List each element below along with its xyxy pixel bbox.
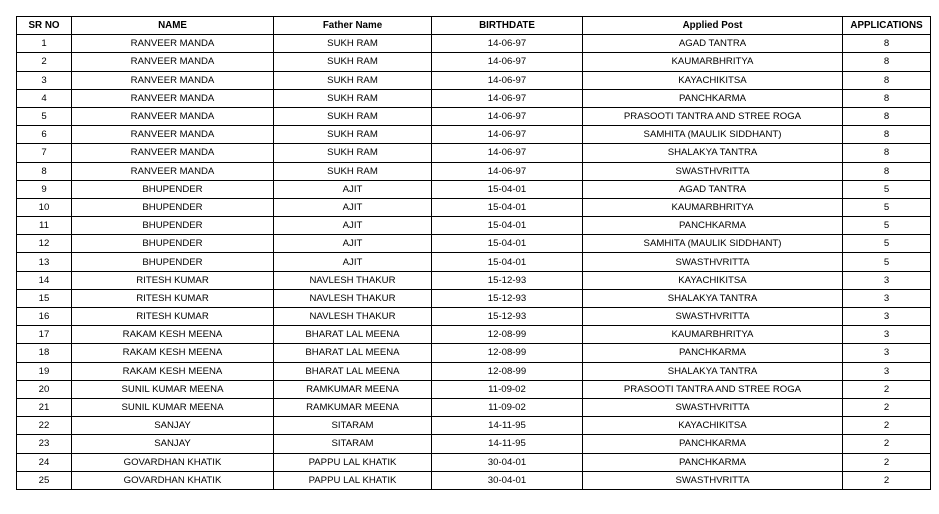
cell-father-name: BHARAT LAL MEENA [274,362,432,380]
cell-applied-post: SHALAKYA TANTRA [583,144,843,162]
cell-applied-post: SWASTHVRITTA [583,162,843,180]
cell-applications: 3 [843,308,931,326]
cell-applications: 8 [843,144,931,162]
table-row [17,144,931,162]
cell-father-name: RAMKUMAR MEENA [274,398,432,416]
cell-sr-no: 9 [17,180,72,198]
cell-name: RAKAM KESH MEENA [72,326,274,344]
cell-father-name: PAPPU LAL KHATIK [274,453,432,471]
cell-father-name: SUKH RAM [274,89,432,107]
cell-sr-no: 25 [17,471,72,489]
cell-sr-no: 3 [17,71,72,89]
cell-father-name: SUKH RAM [274,126,432,144]
cell-birthdate: 30-04-01 [432,453,583,471]
table-row [17,326,931,344]
cell-sr-no: 16 [17,308,72,326]
cell-applications: 8 [843,89,931,107]
cell-birthdate: 30-04-01 [432,471,583,489]
header-sr-no: SR NO [17,17,72,35]
cell-birthdate: 14-06-97 [432,35,583,53]
cell-father-name: NAVLESH THAKUR [274,289,432,307]
cell-applied-post: KAYACHIKITSA [583,417,843,435]
cell-applied-post: PANCHKARMA [583,344,843,362]
cell-name: RAKAM KESH MEENA [72,344,274,362]
cell-applications: 5 [843,198,931,216]
header-father-name: Father Name [274,17,432,35]
cell-applied-post: AGAD TANTRA [583,35,843,53]
cell-birthdate: 14-11-95 [432,435,583,453]
cell-name: RITESH KUMAR [72,271,274,289]
cell-birthdate: 11-09-02 [432,380,583,398]
cell-father-name: AJIT [274,198,432,216]
cell-sr-no: 21 [17,398,72,416]
cell-applications: 2 [843,453,931,471]
cell-applications: 3 [843,271,931,289]
cell-name: GOVARDHAN KHATIK [72,453,274,471]
cell-sr-no: 18 [17,344,72,362]
cell-birthdate: 12-08-99 [432,326,583,344]
cell-name: SUNIL KUMAR MEENA [72,380,274,398]
cell-birthdate: 15-12-93 [432,271,583,289]
cell-applied-post: SWASTHVRITTA [583,398,843,416]
cell-birthdate: 14-06-97 [432,53,583,71]
cell-name: SANJAY [72,417,274,435]
cell-name: RANVEER MANDA [72,162,274,180]
cell-applications: 2 [843,435,931,453]
header-applied-post: Applied Post [583,17,843,35]
cell-father-name: AJIT [274,253,432,271]
cell-applications: 2 [843,380,931,398]
cell-birthdate: 15-12-93 [432,289,583,307]
cell-birthdate: 11-09-02 [432,398,583,416]
cell-applications: 8 [843,126,931,144]
cell-father-name: SUKH RAM [274,144,432,162]
cell-name: BHUPENDER [72,235,274,253]
cell-sr-no: 2 [17,53,72,71]
cell-father-name: SUKH RAM [274,53,432,71]
cell-name: RANVEER MANDA [72,126,274,144]
cell-father-name: SUKH RAM [274,35,432,53]
header-applications: APPLICATIONS [843,17,931,35]
table-row [17,217,931,235]
table-row [17,89,931,107]
cell-applications: 8 [843,71,931,89]
table-row [17,344,931,362]
table-row [17,380,931,398]
cell-sr-no: 4 [17,89,72,107]
cell-sr-no: 23 [17,435,72,453]
cell-applications: 3 [843,326,931,344]
cell-name: SUNIL KUMAR MEENA [72,398,274,416]
table-row [17,180,931,198]
cell-applied-post: PANCHKARMA [583,453,843,471]
cell-birthdate: 15-12-93 [432,308,583,326]
cell-sr-no: 13 [17,253,72,271]
cell-name: GOVARDHAN KHATIK [72,471,274,489]
cell-applied-post: KAYACHIKITSA [583,271,843,289]
table-body [17,35,931,490]
cell-name: RAKAM KESH MEENA [72,362,274,380]
cell-birthdate: 15-04-01 [432,180,583,198]
cell-birthdate: 12-08-99 [432,344,583,362]
cell-applications: 5 [843,253,931,271]
cell-applied-post: KAUMARBHRITYA [583,53,843,71]
cell-applied-post: KAUMARBHRITYA [583,326,843,344]
header-name: NAME [72,17,274,35]
cell-sr-no: 10 [17,198,72,216]
cell-father-name: SITARAM [274,417,432,435]
cell-father-name: PAPPU LAL KHATIK [274,471,432,489]
cell-sr-no: 15 [17,289,72,307]
cell-father-name: AJIT [274,235,432,253]
table-row [17,271,931,289]
cell-applied-post: SHALAKYA TANTRA [583,362,843,380]
cell-sr-no: 22 [17,417,72,435]
cell-name: RANVEER MANDA [72,144,274,162]
cell-sr-no: 12 [17,235,72,253]
cell-birthdate: 14-06-97 [432,126,583,144]
cell-father-name: BHARAT LAL MEENA [274,344,432,362]
table-row [17,235,931,253]
applications-table [16,16,931,490]
cell-birthdate: 14-06-97 [432,144,583,162]
cell-applications: 8 [843,107,931,125]
cell-name: BHUPENDER [72,180,274,198]
cell-birthdate: 14-06-97 [432,71,583,89]
cell-birthdate: 15-04-01 [432,253,583,271]
table-header [17,17,931,35]
cell-name: RITESH KUMAR [72,289,274,307]
cell-applied-post: SAMHITA (MAULIK SIDDHANT) [583,235,843,253]
header-row [17,17,931,35]
cell-name: RANVEER MANDA [72,35,274,53]
cell-birthdate: 14-06-97 [432,107,583,125]
cell-birthdate: 14-06-97 [432,162,583,180]
table-row [17,53,931,71]
cell-father-name: AJIT [274,217,432,235]
table-row [17,35,931,53]
cell-father-name: SUKH RAM [274,162,432,180]
cell-name: SANJAY [72,435,274,453]
cell-applications: 2 [843,471,931,489]
cell-applications: 5 [843,235,931,253]
cell-father-name: SUKH RAM [274,71,432,89]
cell-applications: 8 [843,53,931,71]
cell-applied-post: PRASOOTI TANTRA AND STREE ROGA [583,380,843,398]
cell-applied-post: AGAD TANTRA [583,180,843,198]
cell-birthdate: 14-11-95 [432,417,583,435]
cell-applied-post: KAYACHIKITSA [583,71,843,89]
cell-sr-no: 8 [17,162,72,180]
cell-birthdate: 15-04-01 [432,198,583,216]
cell-applied-post: SWASTHVRITTA [583,308,843,326]
cell-sr-no: 11 [17,217,72,235]
cell-applications: 5 [843,180,931,198]
cell-applications: 2 [843,398,931,416]
cell-applied-post: PANCHKARMA [583,89,843,107]
table-row [17,362,931,380]
cell-birthdate: 15-04-01 [432,235,583,253]
cell-birthdate: 14-06-97 [432,89,583,107]
cell-applied-post: SWASTHVRITTA [583,253,843,271]
cell-applied-post: KAUMARBHRITYA [583,198,843,216]
cell-father-name: RAMKUMAR MEENA [274,380,432,398]
cell-father-name: SITARAM [274,435,432,453]
table-row [17,126,931,144]
table-row [17,71,931,89]
cell-sr-no: 17 [17,326,72,344]
cell-sr-no: 5 [17,107,72,125]
cell-applications: 3 [843,362,931,380]
cell-name: BHUPENDER [72,198,274,216]
cell-name: RANVEER MANDA [72,107,274,125]
cell-father-name: BHARAT LAL MEENA [274,326,432,344]
cell-applied-post: SWASTHVRITTA [583,471,843,489]
cell-sr-no: 19 [17,362,72,380]
cell-sr-no: 14 [17,271,72,289]
cell-applications: 3 [843,344,931,362]
cell-applied-post: SAMHITA (MAULIK SIDDHANT) [583,126,843,144]
cell-applied-post: SHALAKYA TANTRA [583,289,843,307]
cell-sr-no: 6 [17,126,72,144]
table-row [17,453,931,471]
cell-sr-no: 24 [17,453,72,471]
cell-father-name: AJIT [274,180,432,198]
table-row [17,289,931,307]
cell-sr-no: 7 [17,144,72,162]
table-row [17,198,931,216]
cell-name: RITESH KUMAR [72,308,274,326]
cell-applied-post: PRASOOTI TANTRA AND STREE ROGA [583,107,843,125]
cell-name: BHUPENDER [72,253,274,271]
cell-applications: 3 [843,289,931,307]
table-row [17,435,931,453]
cell-applied-post: PANCHKARMA [583,435,843,453]
table-row [17,107,931,125]
cell-father-name: SUKH RAM [274,107,432,125]
cell-sr-no: 1 [17,35,72,53]
header-birthdate: BIRTHDATE [432,17,583,35]
table-row [17,162,931,180]
cell-applications: 8 [843,35,931,53]
table-row [17,417,931,435]
cell-birthdate: 12-08-99 [432,362,583,380]
cell-applied-post: PANCHKARMA [583,217,843,235]
cell-applications: 8 [843,162,931,180]
cell-applications: 2 [843,417,931,435]
cell-name: BHUPENDER [72,217,274,235]
cell-father-name: NAVLESH THAKUR [274,271,432,289]
table-row [17,308,931,326]
table-row [17,398,931,416]
cell-father-name: NAVLESH THAKUR [274,308,432,326]
cell-name: RANVEER MANDA [72,89,274,107]
cell-applications: 5 [843,217,931,235]
table-row [17,253,931,271]
cell-sr-no: 20 [17,380,72,398]
cell-name: RANVEER MANDA [72,71,274,89]
table-row [17,471,931,489]
cell-birthdate: 15-04-01 [432,217,583,235]
cell-name: RANVEER MANDA [72,53,274,71]
